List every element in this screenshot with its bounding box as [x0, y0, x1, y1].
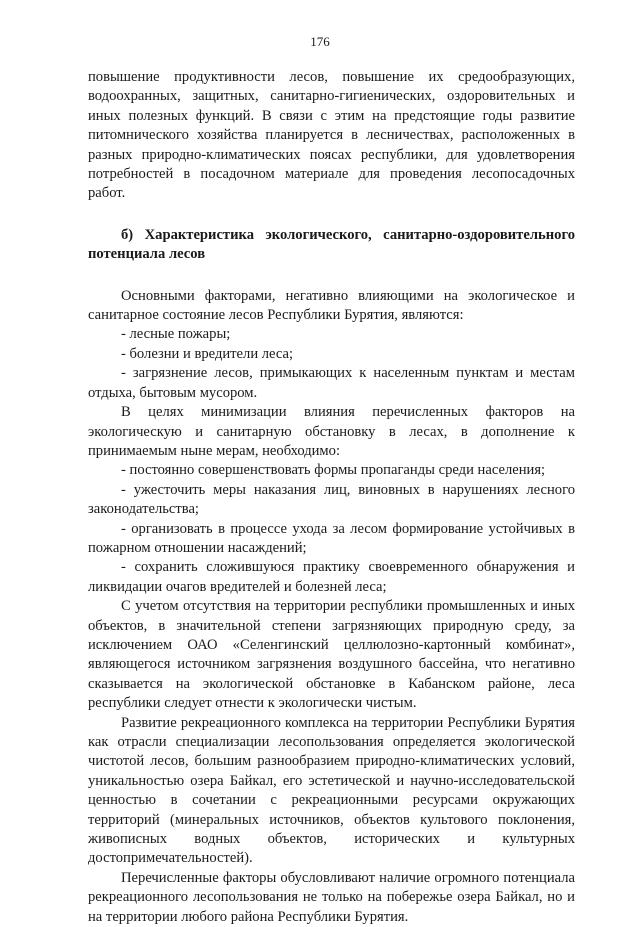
factor-item: - болезни и вредители леса; [121, 345, 294, 362]
potential-paragraph: Перечисленные факторы обусловливают наличие огромного потенциала рекреационного лесопользования не только на побережье озера Байкал, но и на территории любого района Республики Бурятия. [88, 869, 575, 925]
section-heading: б) Характеристика экологического, санитарно-оздоровительного потенциала лесов [88, 226, 575, 263]
factors-intro-paragraph: Основными факторами, негативно влияющими на экологическое и санитарное состояние лесов Республики Бурятия, являются: [88, 287, 575, 324]
factor-item: - загрязнение лесов, примыкающих к населенным пунктам и местам отдыха, бытовым мусором. [88, 365, 575, 401]
industry-paragraph: С учетом отсутствия на территории республики промышленных и иных объектов, в значительной степени загрязняющих природную среду, за исключением ОАО «Селенгинский целлюлозно-картонный комбинат», являющегося источником загрязнения воздушного бассейна, что негативно сказывается на экологической обстановке в Кабанском районе, леса республики следует отнести к экологически чистым. [88, 598, 575, 712]
measure-item: - сохранить сложившуюся практику своевременного обнаружения и ликвидации очагов вредителей и болезней леса; [88, 559, 575, 595]
measure-item: - постоянно совершенствовать формы пропаганды среди населения; [121, 462, 546, 479]
intro-paragraph: повышение продуктивности лесов, повышение их средообразующих, водоохранных, защитных, санитарно-гигиенических, оздоровительных и иных полезных функций. В связи с этим на предстоящие годы развитие питомнического хозяйства планируется в лесничествах, расположенных в разных природно-климатических поясах республики, для удовлетворения потребностей в посадочном материале для проведения лесопосадочных работ. [88, 69, 575, 202]
measures-intro-paragraph: В целях минимизации влияния перечисленных факторов на экологическую и санитарную обстановку в лесах, в дополнение к принимаемым ныне мерам, необходимо: [88, 404, 575, 459]
recreation-paragraph: Развитие рекреационного комплекса на территории Республики Бурятия как отрасли специализации лесопользования определяется экологической чистотой лесов, большим разнообразием природно-климатических условий, уникальностью озера Байкал, его эстетической и научно-исследовательской ценностью в сочетании с рекреационными ресурсами окружающих территорий (минеральных источников, объектов культового поклонения, живописных водных объектов, исторических и культурных достопримечательностей). [88, 714, 575, 867]
measure-item: - ужесточить меры наказания лиц, виновных в нарушениях лесного законодательства; [88, 481, 575, 518]
page-number: 176 [310, 34, 330, 49]
document-body [88, 68, 575, 927]
measure-item: - организовать в процессе ухода за лесом формирование устойчивых в пожарном отношении насаждений; [88, 520, 575, 556]
factor-item: - лесные пожары; [121, 326, 231, 343]
